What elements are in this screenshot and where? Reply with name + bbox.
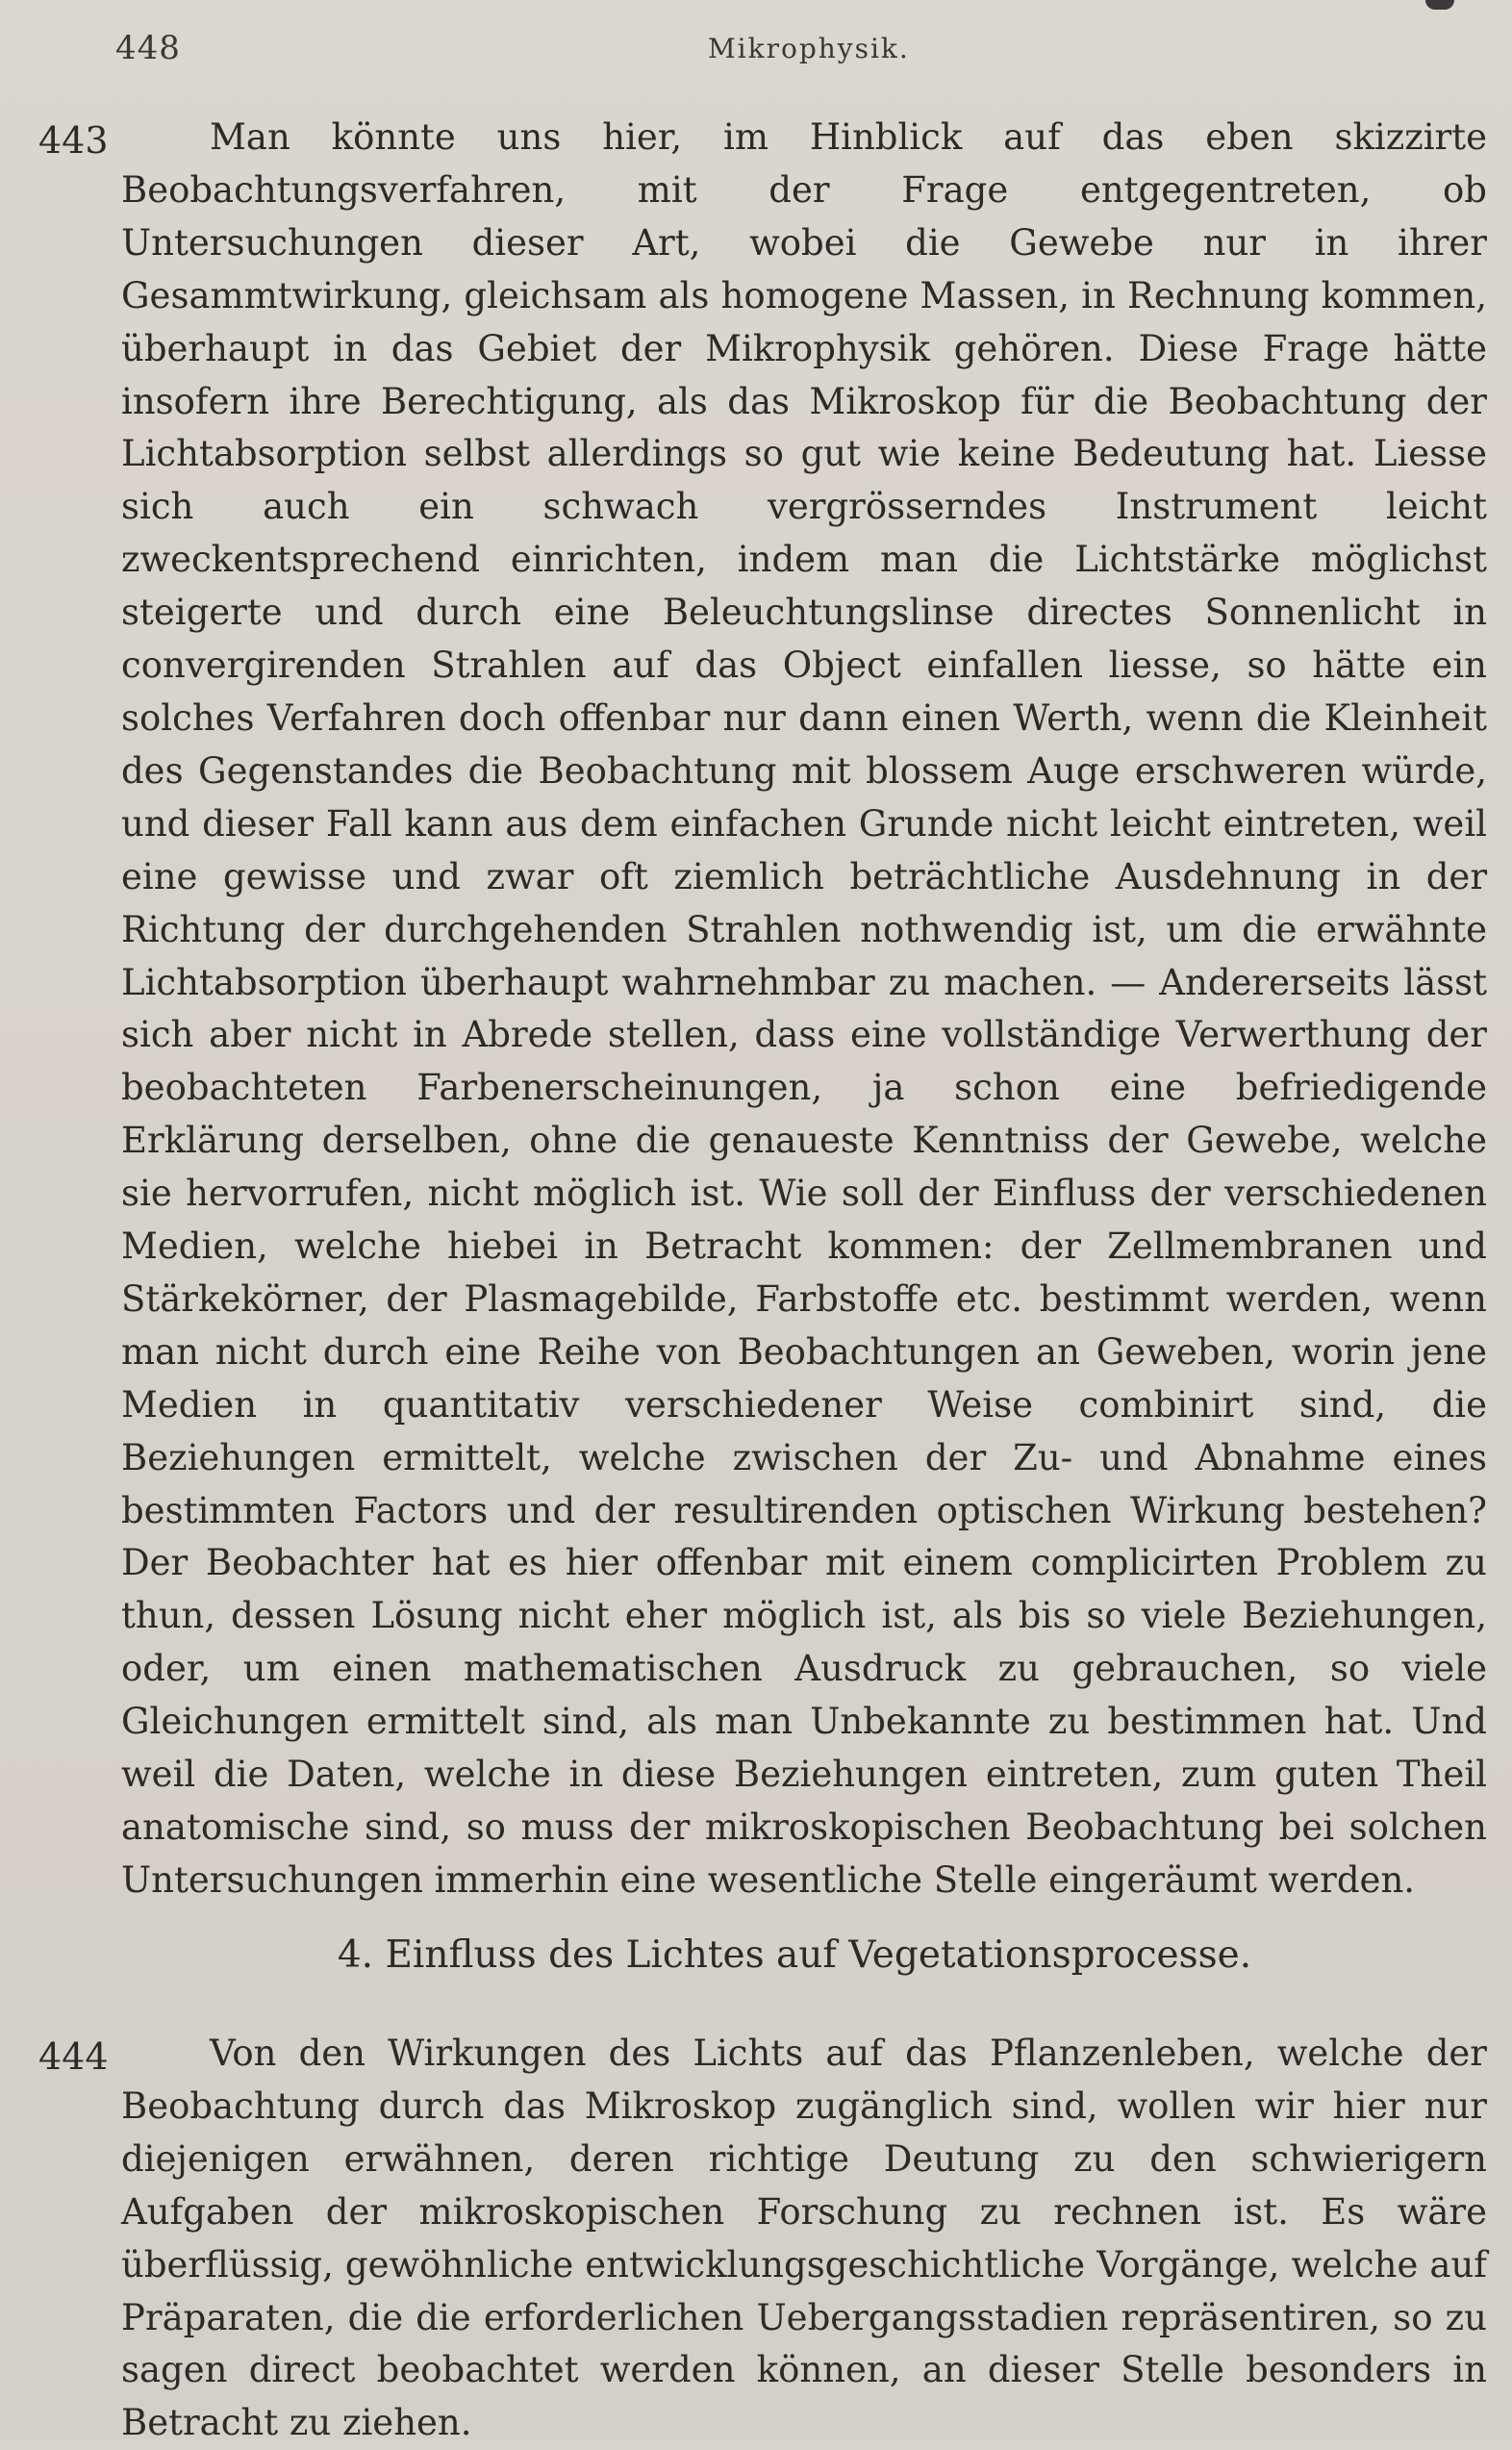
paragraph-443: Man könnte uns hier, im Hinblick auf das eben skizzirte Beobachtungsverfahren, mit der Frage entgegentreten, ob Untersuchungen dieser Art, wobei die Gewebe nur in ihrer Gesammtwirkung, gleichsam als homogene Massen, in Rechnung kommen, überhaupt in das Gebiet der Mikrophysik gehören. Diese Frage hätte insofern ihre Berechtigung, als das Mikroskop für die Beobachtung der Lichtabsorption selbst allerdings so gut wie keine Bedeutung hat. Liesse sich auch ein schwach vergrösserndes Instrument leicht zweckentsprechend einrichten, indem man die Lichtstärke möglichst steigerte und durch eine Beleuchtungslinse directes Sonnenlicht in convergirenden Strahlen auf das Object einfallen liesse, so hätte ein solches Verfahren doch offenbar nur dann einen Werth, wenn die Kleinheit des Gegenstandes die Beobachtung mit blossem Auge erschweren würde, und dieser Fall kann aus dem einfachen Grunde nicht leicht eintreten, weil eine gewisse und zwar oft ziemlich beträchtliche Ausdehnung in der Richtung der durchgehenden Strahlen nothwendig ist, um die erwähnte Lichtabsorption überhaupt wahrnehmbar zu machen. — Andererseits lässt sich aber nicht in Abrede stellen, dass eine vollständige Verwerthung der beobachteten Farbenerscheinungen, ja schon eine befriedigende Erklärung derselben, ohne die genaueste Kenntniss der Gewebe, welche sie hervorrufen, nicht möglich ist. Wie soll der Einfluss der verschiedenen Medien, welche hiebei in Betracht kommen: der Zellmembranen und Stärkekörner, der Plasmagebilde, Farbstoffe etc. bestimmt werden, wenn man nicht durch eine Reihe von Beobachtungen an Geweben, worin jene Medien in quantitativ verschiedener Weise combinirt sind, die Beziehungen ermittelt, welche zwischen der Zu- und Abnahme eines bestimmten Factors und der resultirenden optischen Wirkung bestehen? Der Beobachter hat es hier offenbar mit einem complicirten Problem zu thun, dessen Lösung nicht eher möglich ist, als bis so viele Beziehungen, oder, um einen mathematischen Ausdruck zu gebrauchen, so viele Gleichungen ermittelt sind, als man Unbekannte zu bestimmen hat. Und weil die Daten, welche in diese Beziehungen eintreten, zum guten Theil anatomische sind, so muss der mikroskopischen Beobachtung bei solchen Untersuchungen immerhin eine wesentliche Stelle eingeräumt werden. — [121, 116, 1487, 1901]
page-number: 448 — [115, 29, 181, 67]
section-number-443: 443 — [38, 119, 109, 162]
section-heading: 4. Einfluss des Lichtes auf Vegetationsprocesse. — [337, 1933, 1252, 1977]
page-header — [115, 29, 1481, 77]
section-number-444: 444 — [38, 2035, 109, 2078]
corner-mark — [1425, 0, 1454, 10]
paragraph-444: Von den Wirkungen des Lichts auf das Pflanzenleben, welche der Beobachtung durch das Mikroskop zugänglich sind, wollen wir hier nur diejenigen erwähnen, deren richtige Deutung zu den schwierigern Aufgaben der mikroskopischen Forschung zu rechnen ist. Es wäre überflüssig, gewöhnliche entwicklungsgeschichtliche Vorgänge, welche auf Präparaten, die die erforderlichen Uebergangsstadien repräsentiren, so zu sagen direct beobachtet werden können, an dieser Stelle besonders in Betracht zu ziehen. — [121, 2033, 1487, 2444]
running-head: Mikrophysik. — [708, 33, 910, 64]
